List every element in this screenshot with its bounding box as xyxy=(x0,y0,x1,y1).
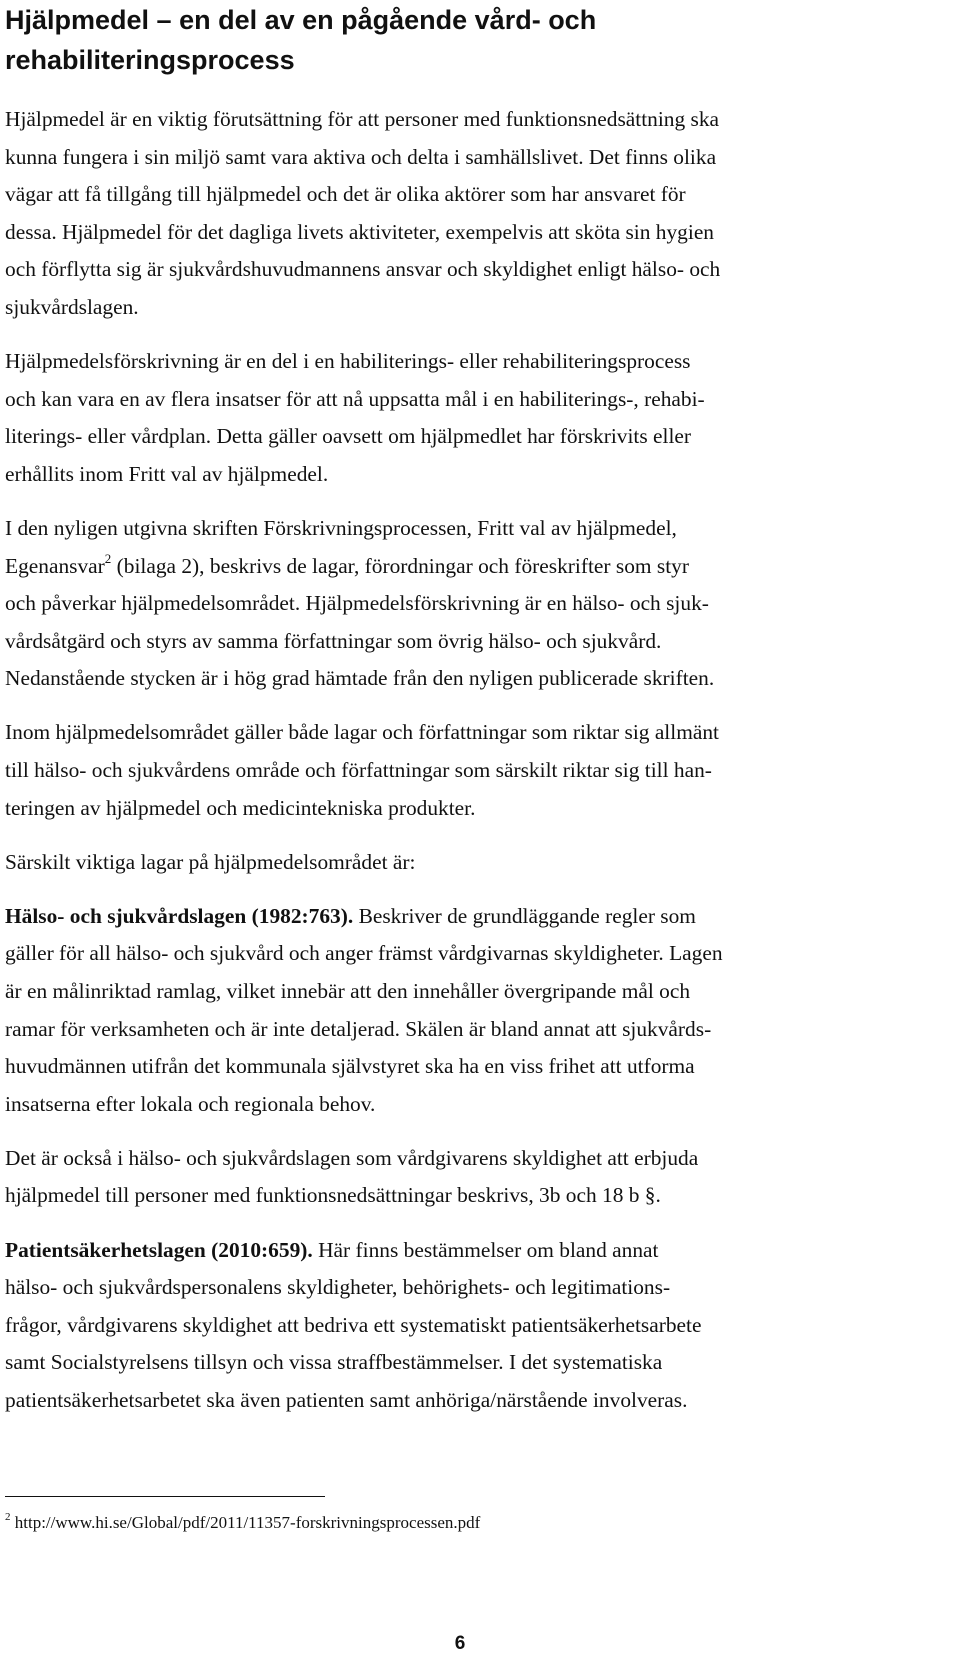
law-title: Patientsäkerhetslagen (2010:659). xyxy=(5,1237,313,1262)
footnote-url: http://www.hi.se/Global/pdf/2011/11357-forskrivningsprocessen.pdf xyxy=(10,1513,481,1532)
paragraph-vardgivarens-skyldighet xyxy=(5,1140,945,1215)
text-line-with-footnote xyxy=(5,548,945,586)
text-line: patientsäkerhetsarbetet ska även patienten samt anhöriga/närstående involveras. xyxy=(5,1387,688,1412)
text-line: gäller för all hälso- och sjukvård och anger främst vårdgivarnas skyldigheter. Lagen xyxy=(5,941,723,966)
text-line: till hälso- och sjukvårdens område och författningar som särskilt riktar sig till han- xyxy=(5,758,712,782)
text-line: är en målinriktad ramlag, vilket innebär att den innehåller övergripande mål och xyxy=(5,978,691,1003)
paragraph-lagar-forfattningar xyxy=(5,714,945,827)
text-line: insatserna efter lokala och regionala behov. xyxy=(5,1091,376,1116)
text-line: hälso- och sjukvårdspersonalens skyldigheter, behörighets- och legitimations- xyxy=(5,1275,671,1300)
section-heading xyxy=(5,0,935,80)
text-line xyxy=(5,1232,945,1270)
heading-line-1: Hjälpmedel – en del av en pågående vård- och xyxy=(5,5,597,35)
text-line: Hjälpmedel är en viktig förutsättning för att personer med funktionsnedsättning ska xyxy=(5,107,720,131)
text-line: I den nyligen utgivna skriften Förskrivningsprocessen, Fritt val av hjälpmedel, xyxy=(5,515,677,540)
text-line: samt Socialstyrelsens tillsyn och vissa straffbestämmelser. I det systematiska xyxy=(5,1350,663,1375)
footnote-marker: 2 xyxy=(5,1511,11,1523)
text-segment: Beskriver de grundläggande regler som xyxy=(353,903,696,928)
paragraph-viktiga-lagar xyxy=(5,844,945,882)
text-line: sjukvårdslagen. xyxy=(5,294,139,319)
paragraph-forskrivning-process xyxy=(5,343,945,493)
text-line: huvudmännen utifrån det kommunala självstyret ska ha en viss frihet att utforma xyxy=(5,1054,695,1079)
text-line: literings- eller vårdplan. Detta gäller oavsett om hjälpmedlet har förskrivits eller xyxy=(5,424,692,449)
text-line: erhållits inom Fritt val av hjälpmedel. xyxy=(5,461,329,486)
paragraph-patientsakerhetslagen xyxy=(5,1232,945,1420)
text-line: Det är också i hälso- och sjukvårdslagen som vårdgivarens skyldighet att erbjuda xyxy=(5,1145,699,1170)
text-segment: Egenansvar xyxy=(5,553,105,578)
text-line: ramar för verksamheten och är inte detaljerad. Skälen är bland annat att sjukvårds- xyxy=(5,1016,712,1041)
page-number: 6 xyxy=(454,1633,466,1654)
text-line: frågor, vårdgivarens skyldighet att bedriva ett systematiskt patientsäkerhetsarbete xyxy=(5,1312,702,1337)
text-line: Hjälpmedelsförskrivning är en del i en habiliterings- eller rehabiliteringsprocess xyxy=(5,349,691,374)
paragraph-skriften xyxy=(5,510,945,698)
text-line: vårdsåtgärd och styrs av samma författningar som övrig hälso- och sjukvård. xyxy=(5,628,662,653)
body-text xyxy=(5,101,945,1436)
text-line xyxy=(5,898,945,936)
heading-line-2: rehabiliteringsprocess xyxy=(5,45,295,75)
text-line: vägar att få tillgång till hjälpmedel och det är olika aktörer som har ansvaret för xyxy=(5,182,686,207)
text-line: och kan vara en av flera insatser för att nå uppsatta mål i en habiliterings-, rehabi- xyxy=(5,386,705,411)
footnote-reference: 2 xyxy=(104,550,112,566)
paragraph-halso-sjukvardslagen xyxy=(5,898,945,1124)
law-title: Hälso- och sjukvårdslagen (1982:763). xyxy=(5,903,354,928)
text-segment: (bilaga 2), beskrivs de lagar, förordningar och föreskrifter som styr xyxy=(111,553,689,578)
text-line: Nedanstående stycken är i hög grad hämtade från den nyligen publicerade skriften. xyxy=(5,666,715,691)
text-line: och påverkar hjälpmedelsområdet. Hjälpmedelsförskrivning är en hälso- och sjuk- xyxy=(5,591,709,616)
text-line: Inom hjälpmedelsområdet gäller både lagar och författningar som riktar sig allmänt xyxy=(5,720,719,745)
text-line: teringen av hjälpmedel och medicintekniska produkter. xyxy=(5,795,476,820)
paragraph-hjalpmedel-intro xyxy=(5,101,945,327)
text-line: och förflytta sig är sjukvårdshuvudmannens ansvar och skyldighet enligt hälso- och xyxy=(5,257,721,282)
text-line: kunna fungera i sin miljö samt vara aktiva och delta i samhällslivet. Det finns olika xyxy=(5,144,717,169)
text-line: hjälpmedel till personer med funktionsnedsättningar beskrivs, 3b och 18 b §. xyxy=(5,1183,661,1208)
footnote xyxy=(5,1512,905,1534)
footnote-divider xyxy=(5,1496,325,1497)
text-segment: Här finns bestämmelser om bland annat xyxy=(312,1237,659,1262)
text-line: Särskilt viktiga lagar på hjälpmedelsområdet är: xyxy=(5,849,416,874)
text-line: dessa. Hjälpmedel för det dagliga livets aktiviteter, exempelvis att sköta sin hygien xyxy=(5,219,715,244)
